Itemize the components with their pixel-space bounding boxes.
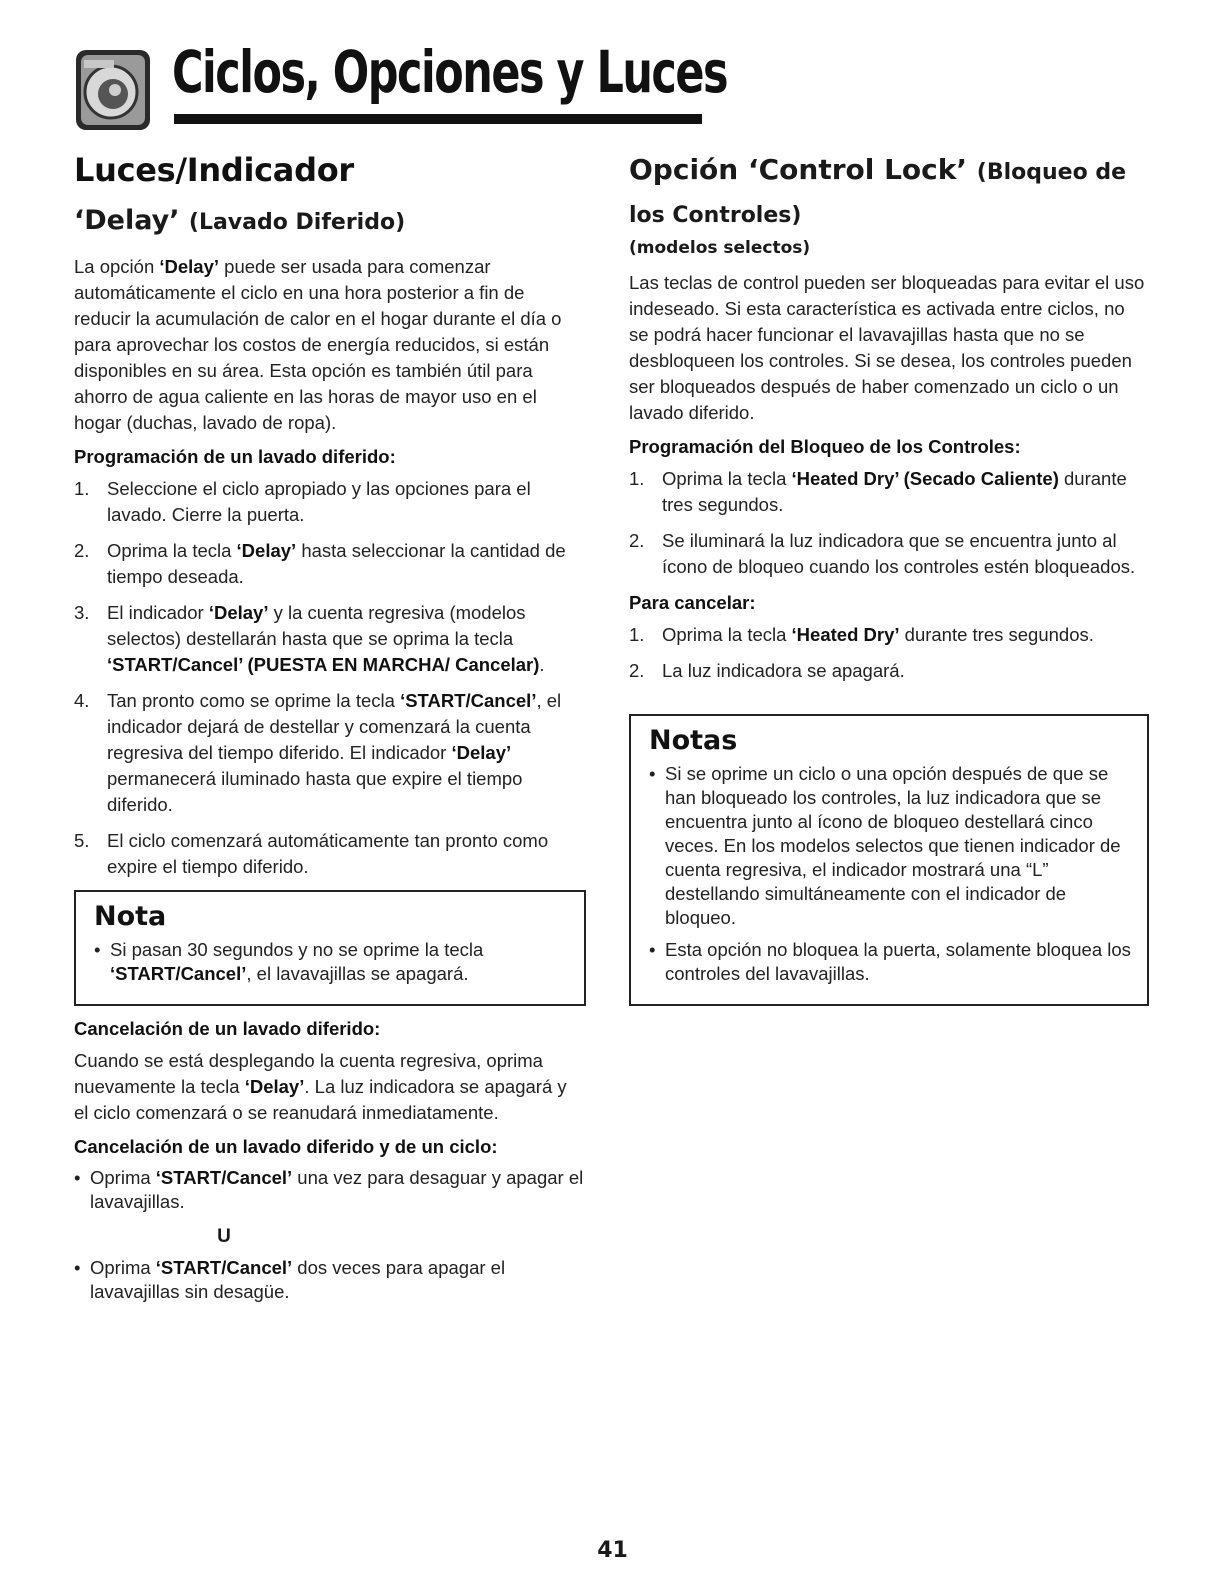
title-underline bbox=[174, 114, 702, 124]
notas-box bbox=[629, 714, 1149, 1006]
bullet-icon: • bbox=[74, 1257, 81, 1278]
step-number: 3. bbox=[74, 602, 90, 623]
step-number: 5. bbox=[74, 830, 90, 851]
lock-steps-list bbox=[629, 466, 1149, 580]
bullet-item: • Oprima ‘START/Cancel’ dos veces para apagar el lavavajillas sin desagüe. bbox=[74, 1257, 506, 1302]
step-item: 2. La luz indicadora se apagará. bbox=[629, 658, 1149, 684]
bullet-icon: • bbox=[649, 939, 656, 960]
bullet-item: • Si pasan 30 segundos y no se oprime la tecla ‘START/Cancel’, el lavavajillas se apagará. bbox=[94, 939, 484, 984]
section-title-luces: Luces/Indicador bbox=[74, 151, 354, 189]
delay-programming-heading: Programación de un lavado diferido: bbox=[74, 446, 396, 467]
bullet-item: • Esta opción no bloquea la puerta, solamente bloquea los controles del lavavajillas. bbox=[649, 939, 1131, 984]
notas-list bbox=[649, 762, 1133, 986]
step-number: 4. bbox=[74, 690, 90, 711]
step-item: 5. El ciclo comenzará automáticamente tan pronto como expire el tiempo diferido. bbox=[74, 830, 549, 877]
step-number: 2. bbox=[629, 660, 645, 681]
cancel-delay-body: Cuando se está desplegando la cuenta regresiva, oprima nuevamente la tecla ‘Delay’. La luz indicadora se apagará y el ciclo comenzará o se reanudará inmediatamente. bbox=[74, 1050, 567, 1123]
step-number: 2. bbox=[74, 540, 90, 561]
control-lock-paren: (Bloqueo de los Controles) bbox=[629, 160, 1127, 228]
dishwasher-cycle-icon bbox=[74, 48, 152, 132]
lock-cancel-heading: Para cancelar: bbox=[629, 592, 756, 613]
page-number: 41 bbox=[597, 1538, 628, 1563]
step-item: 1. Oprima la tecla ‘Heated Dry’ durante tres segundos. bbox=[629, 622, 1149, 648]
step-item: 3. El indicador ‘Delay’ y la cuenta regresiva (modelos selectos) destellarán hasta que se oprima la tecla ‘START/Cancel’ (PUESTA EN MARCHA/ Cancelar). bbox=[74, 602, 545, 675]
bullet-item: • Si se oprime un ciclo o una opción después de que se han bloqueado los controles, la luz indicadora que se encuentra junto al ícono de bloqueo destellará cinco veces. En los modelos selectos que tienen indicador de cuenta regresiva, el indicador mostrará una “L” destellando simultáneamente con el indicador de bloqueo. bbox=[649, 763, 1121, 928]
notas-title: Notas bbox=[649, 725, 738, 756]
nota-box bbox=[74, 890, 586, 1006]
control-lock-title: Opción ‘Control Lock’ bbox=[629, 153, 968, 186]
models-note: (modelos selectos) bbox=[629, 238, 811, 258]
control-lock-heading bbox=[629, 150, 1149, 236]
delay-steps-list bbox=[74, 476, 586, 880]
step-number: 2. bbox=[629, 530, 645, 551]
delay-intro: La opción ‘Delay’ puede ser usada para comenzar automáticamente el ciclo en una hora posterior a fin de reducir la acumulación de calor en el hogar durante el día o para aprovechar los costos de energía reducidos, si están disponibles en su área. Esta opción es también útil para ahorro de agua caliente en las horas de mayor uso en el hogar (duchas, lavado de ropa). bbox=[74, 256, 562, 433]
step-item: 4. Tan pronto como se oprime la tecla ‘START/Cancel’, el indicador dejará de destellar y comenzará la cuenta regresiva del tiempo diferido. El indicador ‘Delay’ permanecerá iluminado hasta que expire el tiempo diferido. bbox=[74, 690, 562, 815]
delay-heading bbox=[74, 204, 586, 240]
bullet-item: • Oprima ‘START/Cancel’ una vez para desaguar y apagar el lavavajillas. bbox=[74, 1167, 584, 1212]
step-number: 1. bbox=[629, 468, 645, 489]
cancel-delay-cycle-heading: Cancelación de un lavado diferido y de un ciclo: bbox=[74, 1136, 498, 1157]
bullet-icon: • bbox=[94, 939, 101, 960]
cancel-option-2 bbox=[74, 1256, 586, 1304]
bullet-icon: • bbox=[649, 763, 656, 784]
control-lock-intro: Las teclas de control pueden ser bloqueadas para evitar el uso indeseado. Si esta característica es activada entre ciclos, no se podrá hacer funcionar el lavavajillas hasta que no se desbloqueen los controles. Si se desea, los controles pueden ser bloqueados después de haber comenzado un ciclo o un lavado diferido. bbox=[629, 272, 1145, 423]
step-number: 1. bbox=[74, 478, 90, 499]
step-item: 1. Oprima la tecla ‘Heated Dry’ (Secado Caliente) durante tres segundos. bbox=[629, 468, 1127, 515]
step-number: 1. bbox=[629, 624, 645, 645]
right-column bbox=[629, 150, 1149, 1016]
step-item: 2. Oprima la tecla ‘Delay’ hasta seleccionar la cantidad de tiempo deseada. bbox=[74, 540, 566, 587]
nota-title: Nota bbox=[94, 901, 167, 932]
delay-heading-paren: (Lavado Diferido) bbox=[188, 210, 406, 235]
step-item: 2. Se iluminará la luz indicadora que se encuentra junto al ícono de bloqueo cuando los controles estén bloqueados. bbox=[629, 530, 1136, 577]
step-item: 1. Seleccione el ciclo apropiado y las opciones para el lavado. Cierre la puerta. bbox=[74, 478, 531, 525]
page-title: Ciclos, Opciones y Luces bbox=[172, 38, 728, 106]
lock-cancel-steps-list bbox=[629, 622, 1149, 684]
cancel-delay-heading: Cancelación de un lavado diferido: bbox=[74, 1018, 381, 1039]
delay-heading-main: ‘Delay’ bbox=[74, 205, 180, 236]
left-column bbox=[74, 150, 586, 1312]
conjunction-u: U bbox=[217, 1226, 231, 1247]
nota-list bbox=[94, 938, 570, 986]
bullet-icon: • bbox=[74, 1167, 81, 1188]
cancel-option-1 bbox=[74, 1166, 586, 1214]
lock-programming-heading: Programación del Bloqueo de los Controles: bbox=[629, 436, 1021, 457]
